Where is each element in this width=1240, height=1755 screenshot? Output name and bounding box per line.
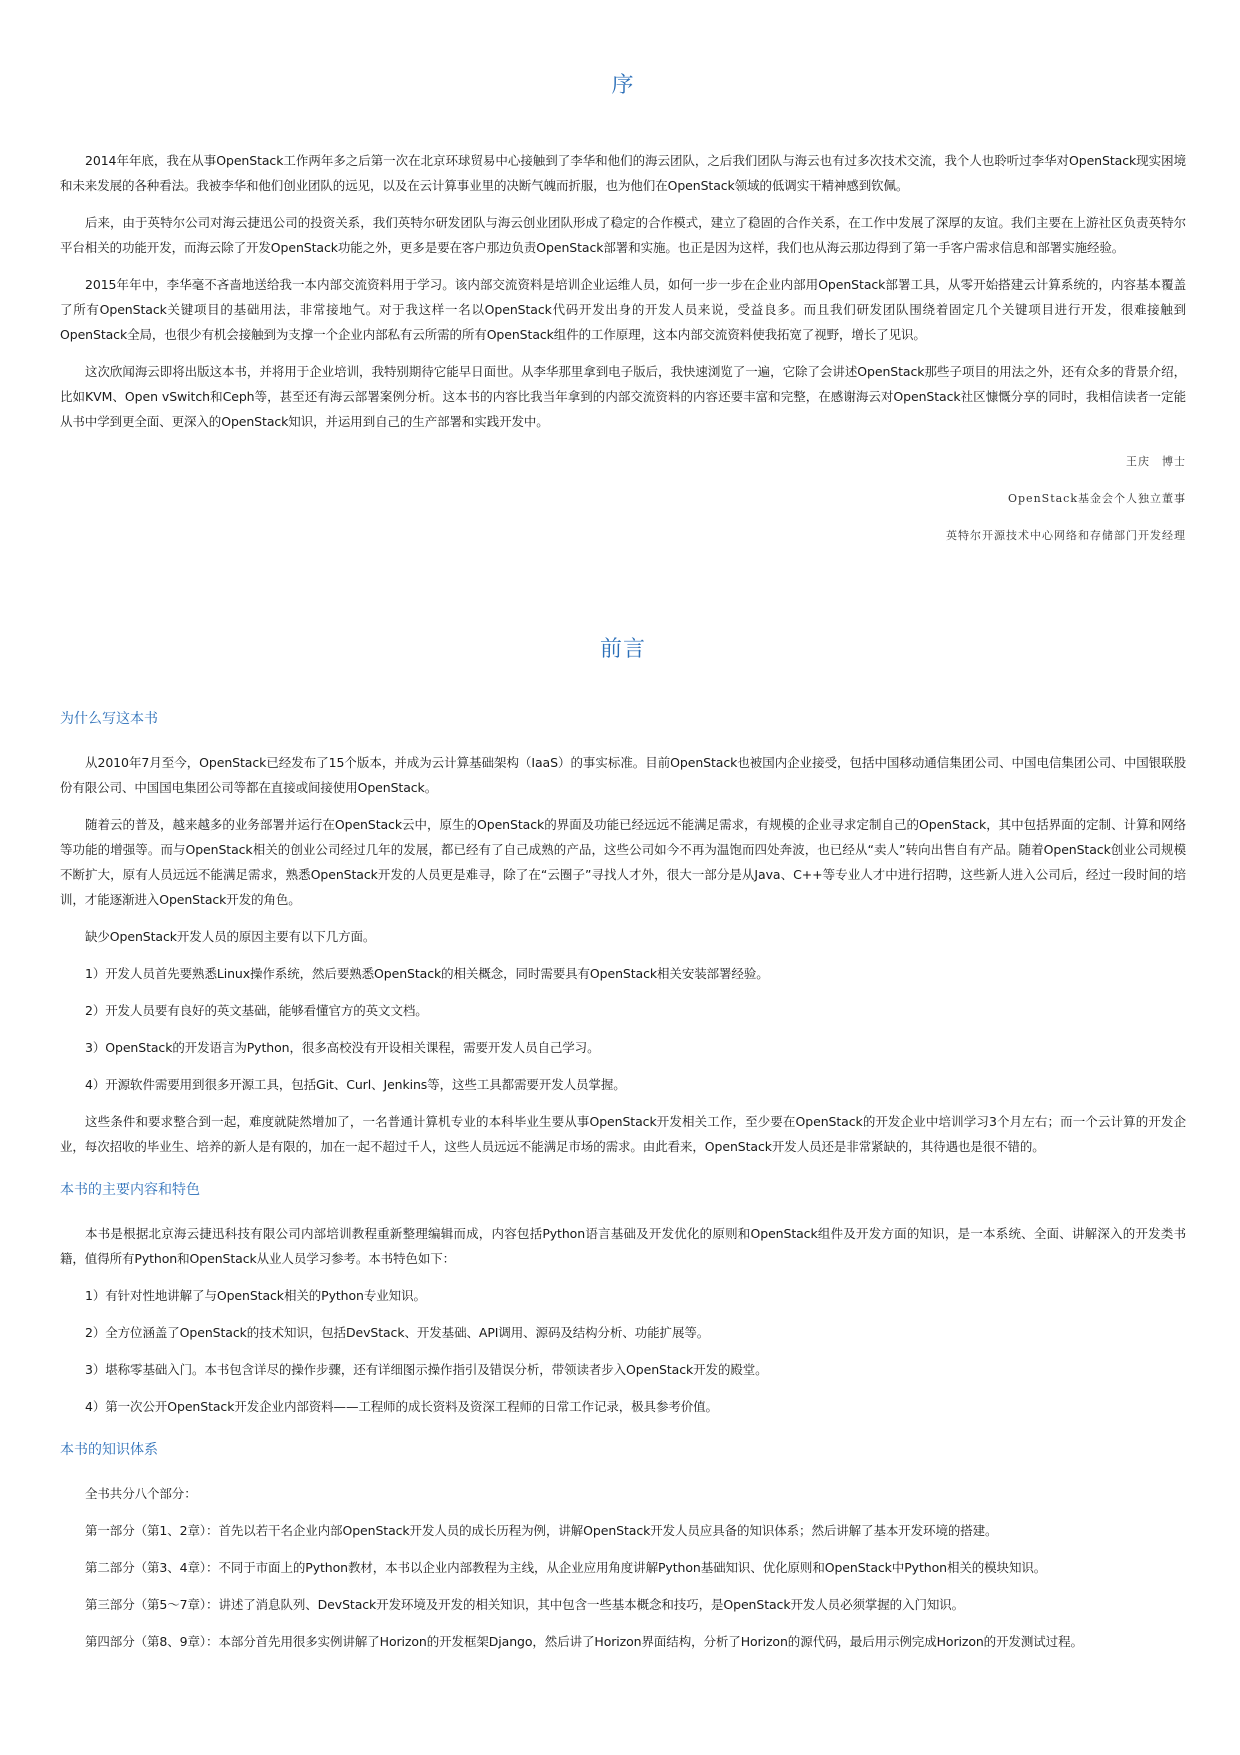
foreword-paragraph: 随着云的普及，越来越多的业务部署并运行在OpenStack云中，原生的OpenStack的界面及功能已经远远不能满足需求，有规模的企业寻求定制自己的OpenStack，其中包括界面的定制、计算和网络等功能的增强等。而与OpenStack相关的创业公司经过几年的发展，都已经有了自己成熟的产品，这些公司如今不再为温饱而四处奔波，也已经从“卖人”转向出售自有产品。随着OpenStack创业公司规模不断扩大，原有人员远远不能满足需求，熟悉OpenStack开发的人员更是难寻，除了在“云圈子”寻找人才外，很大一部分是从Java、C++等专业人才中进行招聘，这些新人进入公司后，经过一段时间的培训，才能逐渐进入OpenStack开发的角色。 <box>60 817 1186 907</box>
foreword-list-item: 2）开发人员要有良好的英文基础，能够看懂官方的英文文档。 <box>85 1003 428 1018</box>
signature-title: 英特尔开源技术中心网络和存储部门开发经理 <box>946 529 1186 542</box>
signature-title: OpenStack基金会个人独立董事 <box>1008 492 1186 505</box>
preface-title: 序 <box>611 73 635 98</box>
preface-signature <box>586 452 1186 563</box>
foreword-list-item: 第四部分（第8、9章）：本部分首先用很多实例讲解了Horizon的开发框架Django，然后讲了Horizon界面结构，分析了Horizon的源代码，最后用示例完成Horizon的开发测试过程。 <box>85 1634 1083 1649</box>
foreword-body <box>60 708 1186 1666</box>
foreword-paragraph: 缺少OpenStack开发人员的原因主要有以下几方面。 <box>85 929 376 944</box>
preface-paragraph: 2015年年中，李华毫不吝啬地送给我一本内部交流资料用于学习。该内部交流资料是培训企业运维人员，如何一步一步在企业内部用OpenStack部署工具，从零开始搭建云计算系统的，内容基本覆盖了所有OpenStack关键项目的基础用法，非常接地气。对于我这样一名以OpenStack代码开发出身的开发人员来说，受益良多。而且我们研发团队围绕着固定几个关键项目进行开发，很难接触到OpenStack全局，也很少有机会接触到为支撑一个企业内部私有云所需的所有OpenStack组件的工作原理，这本内部交流资料使我拓宽了视野，增长了见识。 <box>60 277 1186 342</box>
foreword-list-item: 第一部分（第1、2章）：首先以若干名企业内部OpenStack开发人员的成长历程为例，讲解OpenStack开发人员应具备的知识体系；然后讲解了基本开发环境的搭建。 <box>85 1523 998 1538</box>
signature-name: 王庆 博士 <box>1126 455 1186 468</box>
foreword-list-item: 1）有针对性地讲解了与OpenStack相关的Python专业知识。 <box>85 1288 426 1303</box>
foreword-list-item: 3）OpenStack的开发语言为Python，很多高校没有开设相关课程，需要开发人员自己学习。 <box>85 1040 600 1055</box>
preface-paragraph: 这次欣闻海云即将出版这本书，并将用于企业培训，我特别期待它能早日面世。从李华那里拿到电子版后，我快速浏览了一遍，它除了会讲述OpenStack那些子项目的用法之外，还有众多的背景介绍，比如KVM、Open vSwitch和Ceph等，甚至还有海云部署案例分析。这本书的内容比我当年拿到的内部交流资料的内容还要丰富和完整，在感谢海云对OpenStack社区慷慨分享的同时，我相信读者一定能从书中学到更全面、更深入的OpenStack知识，并运用到自己的生产部署和实践开发中。 <box>60 364 1186 429</box>
section-heading: 本书的知识体系 <box>60 1442 158 1458</box>
preface-body <box>60 148 1186 446</box>
foreword-list-item: 第三部分（第5～7章）：讲述了消息队列、DevStack开发环境及开发的相关知识，其中包含一些基本概念和技巧，是OpenStack开发人员必须掌握的入门知识。 <box>85 1597 965 1612</box>
foreword-paragraph: 这些条件和要求整合到一起，难度就陡然增加了，一名普通计算机专业的本科毕业生要从事OpenStack开发相关工作，至少要在OpenStack的开发企业中培训学习3个月左右；而一个云计算的开发企业，每次招收的毕业生、培养的新人是有限的，加在一起不超过千人，这些人员远远不能满足市场的需求。由此看来，OpenStack开发人员还是非常紧缺的，其待遇也是很不错的。 <box>60 1114 1186 1154</box>
section-heading: 为什么写这本书 <box>60 711 158 727</box>
foreword-paragraph: 本书是根据北京海云捷迅科技有限公司内部培训教程重新整理编辑而成，内容包括Python语言基础及开发优化的原则和OpenStack组件及开发方面的知识，是一本系统、全面、讲解深入的开发类书籍，值得所有Python和OpenStack从业人员学习参考。本书特色如下： <box>60 1226 1186 1266</box>
foreword-list-item: 1）开发人员首先要熟悉Linux操作系统，然后要熟悉OpenStack的相关概念，同时需要具有OpenStack相关安装部署经验。 <box>85 966 769 981</box>
foreword-list-item: 4）开源软件需要用到很多开源工具，包括Git、Curl、Jenkins等，这些工具都需要开发人员掌握。 <box>85 1077 626 1092</box>
foreword-list-item: 第二部分（第3、4章）：不同于市面上的Python教材，本书以企业内部教程为主线，从企业应用角度讲解Python基础知识、优化原则和OpenStack中Python相关的模块知识。 <box>85 1560 1047 1575</box>
section-heading: 本书的主要内容和特色 <box>60 1182 200 1198</box>
foreword-paragraph: 从2010年7月至今，OpenStack已经发布了15个版本，并成为云计算基础架构（IaaS）的事实标准。目前OpenStack也被国内企业接受，包括中国移动通信集团公司、中国电信集团公司、中国银联股份有限公司、中国国电集团公司等都在直接或间接使用OpenStack。 <box>60 755 1186 795</box>
foreword-list-item: 3）堪称零基础入门。本书包含详尽的操作步骤，还有详细图示操作指引及错误分析，带领读者步入OpenStack开发的殿堂。 <box>85 1362 768 1377</box>
foreword-list-item: 4）第一次公开OpenStack开发企业内部资料——工程师的成长资料及资深工程师的日常工作记录，极具参考价值。 <box>85 1399 718 1414</box>
preface-paragraph: 后来，由于英特尔公司对海云捷迅公司的投资关系，我们英特尔研发团队与海云创业团队形成了稳定的合作模式，建立了稳固的合作关系，在工作中发展了深厚的友谊。我们主要在上游社区负责英特尔平台相关的功能开发，而海云除了开发OpenStack功能之外，更多是要在客户那边负责OpenStack部署和实施。也正是因为这样，我们也从海云那边得到了第一手客户需求信息和部署实施经验。 <box>60 215 1186 255</box>
preface-paragraph: 2014年年底，我在从事OpenStack工作两年多之后第一次在北京环球贸易中心接触到了李华和他们的海云团队，之后我们团队与海云也有过多次技术交流，我个人也聆听过李华对OpenStack现实困境和未来发展的各种看法。我被李华和他们创业团队的远见，以及在云计算事业里的决断气魄而折服，也为他们在OpenStack领域的低调实干精神感到钦佩。 <box>60 153 1186 193</box>
foreword-title: 前言 <box>599 637 646 662</box>
foreword-list-item: 2）全方位涵盖了OpenStack的技术知识，包括DevStack、开发基础、API调用、源码及结构分析、功能扩展等。 <box>85 1325 710 1340</box>
foreword-paragraph: 全书共分八个部分： <box>85 1486 197 1501</box>
